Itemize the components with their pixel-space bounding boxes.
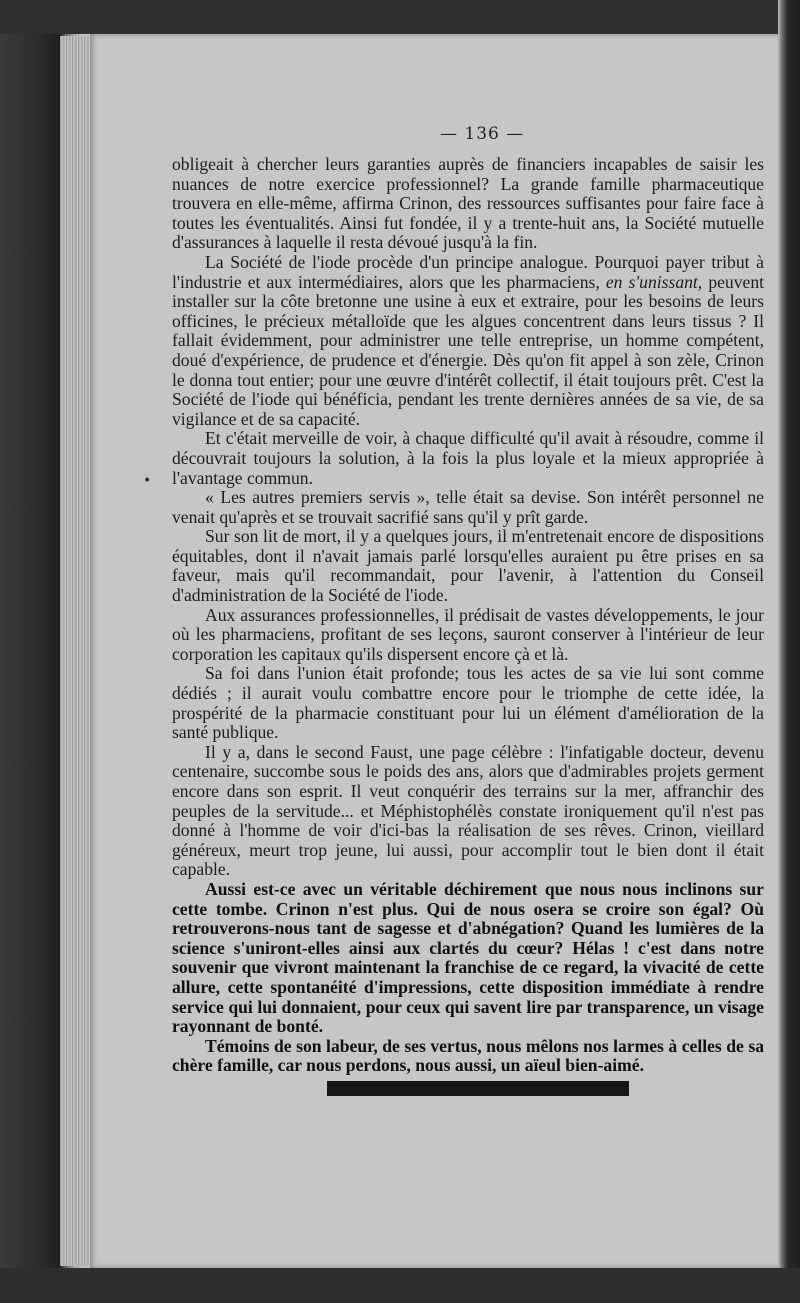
paragraph-fragment: La Société de l'iode procède d'un principe analogue. Pourquoi payer tribut à l'industrie et aux intermédiaires, alors que les pharmaciens,: [172, 251, 764, 292]
body-text: [172, 155, 764, 1076]
paragraph: Aux assurances professionnelles, il prédisait de vastes développements, le jour où les pharmaciens, profitant de ses leçons, sauront conserver à l'intérieur de leur corporation les capitaux qu'ils dispersent encore çà et là.: [172, 604, 764, 664]
margin-bullet: •: [143, 473, 152, 489]
paragraph: [172, 253, 764, 429]
scan-top-border: [0, 0, 800, 34]
scan-right-border: [778, 0, 800, 1303]
paragraph: Aussi est-ce avec un véritable déchirement que nous nous inclinons sur cette tombe. Crinon n'est plus. Qui de nous osera se croire son égal? Où retrouverons-nous tant de sagesse et d'abnégation? Quand les lumières de la science s'uniront-elles ainsi aux clartés du cœur? Hélas ! c'est dans notre souvenir que vivront maintenant la franchise de ce regard, la vivacité de cette allure, cette spontanéité d'impressions, cette disposition immédiate à rendre service qui lui donnaient, pour ceux qui savent lire par transparence, un visage rayonnant de bonté.: [172, 878, 764, 1037]
paragraph: Il y a, dans le second Faust, une page célèbre : l'infatigable docteur, devenu centenaire, succombe sous le poids des ans, alors que d'admirables projets germent encore dans son esprit. Il veut conquérir des terrains sur la mer, affranchir des peuples de la servitude... et Méphistophélès constate ironiquement qu'il n'est pas donné à l'homme de voir d'ici-bas la réalisation de ses rêves. Crinon, vieillard généreux, meurt trop jeune, lui aussi, pour accomplir tout le bien dont il était capable.: [172, 741, 764, 880]
page-number: — 136 —: [440, 124, 525, 144]
paragraph: « Les autres premiers servis », telle était sa devise. Son intérêt personnel ne venait qu'après et se trouvait sacrifié sans qu'il y prît garde.: [172, 487, 764, 527]
closing-rule: [327, 1081, 629, 1096]
italic-phrase: en s'unissant,: [605, 271, 703, 292]
paragraph-fragment: peuvent installer sur la côte bretonne une usine à eux et extraire, pour les besoins de leurs officines, le précieux métalloïde que les algues concentrent dans leurs tissus ? Il fallait évidemment, pour administrer une telle entreprise, un homme compétent, doué d'expérience, de prudence et d'énergie. Dès qu'on fit appel à son zèle, Crinon le donna tout entier; pour une œuvre d'intérêt collectif, il était toujours prêt. C'est la Société de l'iode qui bénéficia, pendant les trente dernières années de sa vie, de sa vigilance et de sa capacité.: [172, 271, 765, 429]
paragraph: Sur son lit de mort, il y a quelques jours, il m'entretenait encore de dispositions équitables, dont il n'avait jamais parlé lorsqu'elles auraient pu être prises en sa faveur, mais qu'il recommandait, pour l'avenir, à l'attention du Conseil d'administration de la Société de l'iode.: [172, 526, 764, 606]
page-stack-edges: [60, 36, 92, 1266]
paragraph: Sa foi dans l'union était profonde; tous les actes de sa vie lui sont comme dédiés ; il aurait voulu combattre encore pour le triomphe de cette idée, la prospérité de la pharmacie constituant pour lui un élément d'amélioration de la santé publique.: [172, 663, 764, 743]
scan-bottom-border: [0, 1268, 800, 1303]
paragraph: Et c'était merveille de voir, à chaque difficulté qu'il avait à résoudre, comme il découvrait toujours la solution, à la fois la plus loyale et la mieux appropriée à l'avantage commun.: [172, 428, 764, 488]
paragraph: Témoins de son labeur, de ses vertus, nous mêlons nos larmes à celles de sa chère famille, car nous perdons, nous aussi, un aïeul bien-aimé.: [172, 1035, 764, 1076]
paragraph: obligeait à chercher leurs garanties auprès de financiers incapables de saisir les nuances de notre exercice professionnel? La grande famille pharmaceutique trouvera en elle-même, affirma Crinon, des ressources suffisantes pour faire face à toutes les éventualités. Ainsi fut fondée, il y a trente-huit ans, la Société mutuelle d'assurances à laquelle il resta dévoué jusqu'à la fin.: [172, 154, 764, 253]
